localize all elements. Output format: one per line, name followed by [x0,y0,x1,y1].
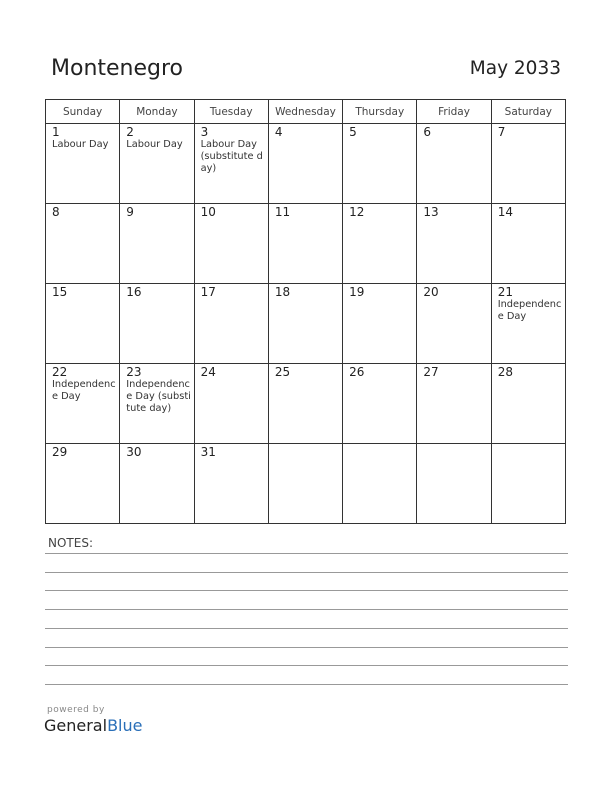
day-cell [417,284,491,364]
day-number: 29 [52,445,68,459]
weekday-header: Wednesday [268,100,342,124]
powered-by-label: powered by [47,705,105,715]
day-number: 2 [126,125,134,139]
day-cell [120,204,194,284]
month-year-label: May 2033 [469,58,561,79]
day-cell [491,204,565,284]
day-number: 9 [126,205,134,219]
weekday-header: Thursday [343,100,417,124]
day-number: 6 [423,125,432,139]
notes-label: NOTES: [48,536,93,550]
day-number: 13 [423,205,439,219]
day-number: 16 [126,285,142,299]
holiday-label: Labour Day [52,139,109,150]
day-number: 22 [52,365,68,379]
note-line [45,665,568,666]
day-cell [268,444,342,524]
weekday-header-row [46,100,566,124]
day-cell [491,364,565,444]
day-number: 20 [423,285,439,299]
day-cell [417,364,491,444]
day-cell [46,204,120,284]
day-cell [46,124,120,204]
weekday-header: Friday [417,100,491,124]
brand-blue-text: Blue [107,716,143,735]
note-line [45,572,568,573]
week-row [46,124,566,204]
day-number: 1 [52,125,60,139]
day-cell [268,204,342,284]
day-cell [343,444,417,524]
holiday-label: Independence Day [497,299,562,322]
day-cell [120,364,194,444]
weekday-header: Monday [120,100,194,124]
weekday-header: Tuesday [194,100,268,124]
weekday-header: Sunday [46,100,120,124]
day-cell [120,444,194,524]
day-cell [194,204,268,284]
day-number: 4 [274,125,283,139]
note-line [45,628,568,629]
day-number: 24 [200,365,216,379]
brand-logo [44,716,142,735]
holiday-label: Independence Day [52,379,116,402]
day-cell [46,364,120,444]
day-cell [343,204,417,284]
note-line [45,609,568,610]
day-cell [194,364,268,444]
day-number: 7 [497,125,506,139]
note-line [45,647,568,648]
day-cell [417,124,491,204]
day-cell [194,284,268,364]
week-row [46,444,566,524]
day-number: 26 [349,365,365,379]
day-number: 8 [52,205,60,219]
day-number: 12 [349,205,365,219]
day-number: 18 [274,285,291,299]
day-cell [491,284,565,364]
day-number: 19 [349,285,365,299]
day-cell [343,364,417,444]
day-number: 30 [126,445,142,459]
note-line [45,684,568,685]
day-cell [194,124,268,204]
day-cell [268,124,342,204]
holiday-label: Labour Day (substitute day) [200,139,263,174]
week-row [46,364,566,444]
day-cell [120,284,194,364]
page-title: Montenegro [51,56,184,81]
day-number: 15 [52,285,68,299]
day-number: 25 [274,365,291,379]
holiday-label: Labour Day [126,139,183,150]
brand-general-text: General [44,716,108,735]
day-cell [194,444,268,524]
day-cell [46,284,120,364]
day-number: 14 [497,205,513,219]
day-cell [46,444,120,524]
day-cell [491,444,565,524]
calendar-grid [45,99,566,524]
day-cell [491,124,565,204]
day-cell [343,284,417,364]
day-number: 28 [497,365,513,379]
holiday-label: Independence Day (substitute day) [126,379,191,414]
day-cell [268,364,342,444]
day-cell [417,204,491,284]
day-number: 10 [200,205,216,219]
day-number: 11 [274,205,291,219]
day-cell [417,444,491,524]
day-number: 21 [497,285,513,299]
week-row [46,204,566,284]
day-number: 5 [349,125,357,139]
day-number: 27 [423,365,439,379]
day-number: 31 [200,445,216,459]
day-cell [268,284,342,364]
day-number: 3 [200,125,209,139]
day-cell [343,124,417,204]
note-line [45,553,568,554]
week-row [46,284,566,364]
day-number: 23 [126,365,142,379]
day-number: 17 [200,285,216,299]
note-line [45,590,568,591]
weekday-header: Saturday [491,100,565,124]
day-cell [120,124,194,204]
